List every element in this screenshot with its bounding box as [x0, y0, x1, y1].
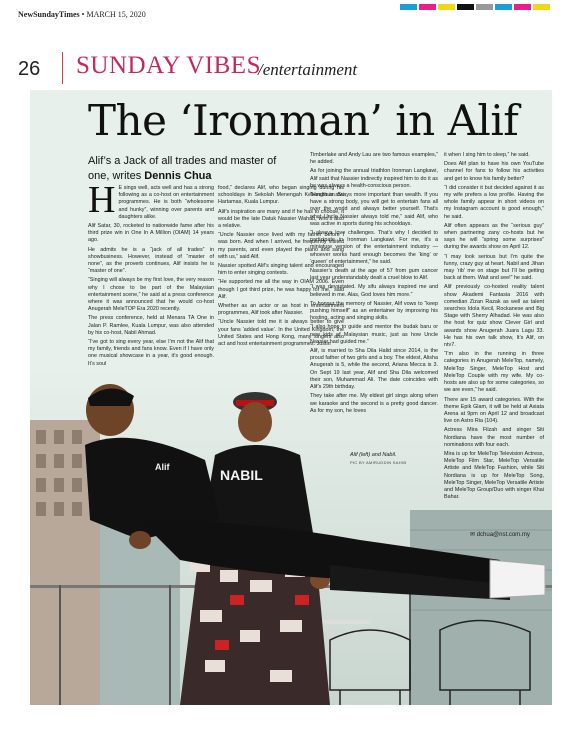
- paragraph: “Uncle Nassier told me it is always better to give your fans ‘added value’. In the United Kingdom, the United States and Hong Kong, many singers also act and host entertainment programmes. Justin: [218, 319, 344, 348]
- paragraph: food,” declares Alif, who began singing during his schooldays in Sekolah Menengah Kebangsaan Sri Hartamas, Kuala Lumpur.: [218, 185, 344, 206]
- deck-text: Alif’s a Jack of all trades and master of one,: [88, 155, 277, 182]
- shirt-text-nabil: NABIL: [220, 467, 263, 483]
- paragraph: “Uncle Nassier once lived with my father before I was born. And when I arrived, he frequently visited my parents, and even played the piano and sang with us,” said Alif.: [218, 232, 344, 260]
- paragraph: “Health is always more important than wealth. If you have a strong body, you will get to entertain fans all over the world and always better yourself. That’s what Uncle Nassier always told me,” said Alif, who was active in sports during his schooldays.: [310, 192, 438, 227]
- paragraph: Does Alif plan to have his own YouTube channel for fans to follow his activities and get to know his family better?: [444, 161, 544, 182]
- paragraph: Whether as an actor or as host in entertainment programmes, Alif took after Nassier.: [218, 303, 344, 317]
- paragraph: There are 15 award categories. With the theme Epik Glam, it will be held at Axiata Arena at 9pm on April 12 and broadcast live on Astro Ria (104).: [444, 396, 544, 425]
- paragraph: They take after me. My eldest girl sings along when we karaoke and the second is a pretty good dancer. As for my son, he loves: [310, 393, 438, 414]
- section-title: SUNDAY VIBES: [76, 52, 261, 79]
- deck: [88, 154, 298, 184]
- drop-cap: H: [88, 179, 116, 221]
- author-email: [470, 531, 530, 538]
- article-column-1: [88, 179, 214, 370]
- paragraph: “I did consider it but decided against it as my wife prefers a low profile. Having the whole family appear in short videos on my Instagram account is good enough,” he said.: [444, 184, 544, 220]
- paragraph: Timberlake and Andy Lau are two famous examples,” he added.: [310, 152, 438, 166]
- paragraph: Alif often appears as the “serious guy” when partnering zany co-hosts but he says he will “spring some surprises” during the awards show on April 12.: [444, 222, 544, 251]
- paragraph: Nassier spotted Alif’s singing talent and encouraged him to enter singing contests.: [218, 263, 344, 277]
- author-name: Dennis Chua: [144, 170, 212, 182]
- article-column-3: [310, 152, 438, 417]
- paragraph: “I may look serious but I’m quite the funny, crazy guy at heart. Nabil and Jihan may ‘rib’ me on stage but I’ll be getting back at them. Wait and see!” he said.: [444, 253, 544, 282]
- paragraph: “I’ve got to sing every year, else I’m not the Alif that my family, friends and fans know. Even if I have only one musical showcase in a year, it’s good enough. It’s soul: [88, 339, 214, 367]
- photo-credit: PIC BY AMIRUDDIN SAHIB: [350, 460, 407, 465]
- paragraph: “I also hope to guide and mentor the budak baru or new kids of Malaysian music, just as how Uncle Nassier had guided me.”: [310, 324, 438, 345]
- paragraph: He admits he is a “jack of all trades” in showbusiness. However, instead of “master of none”, as the proverb continues, Alif insists he is “master of one”.: [88, 246, 214, 275]
- subsection-title: /entertainment: [258, 60, 358, 79]
- paragraph: “I’m also in the running in three categories in Anugerah MeleTop, namely, MeleTop Singer, MeleTop Host and MeleTop Couple with my wife. My co-hosts are also up for some categories, so we are even,” he said.: [444, 351, 544, 394]
- paragraph: Alif, is married to Sha Dila Halid since 2014, is the proud father of two girls and a boy. The eldest, Alisha Anugerah is 5, while the second, Ariana Mecca is 3. On Sept 19 last year, Alif and Sha Dila welcomed their son, Muhammad Ali. The date coincides with Alif’s 29th birthday.: [310, 348, 438, 391]
- paragraph: “He supported me all the way in OIAM 2006. Even though I got third prize, he was happy for me,” said Alif.: [218, 279, 344, 300]
- paragraph: “I was devastated. My sifu always inspired me and believed in me. Alas, God loves him more.”: [310, 284, 438, 298]
- headline: The ‘Ironman’ in Alif: [88, 96, 519, 145]
- photo-caption: Alif (left) and Nabil.: [350, 452, 397, 458]
- paragraph: it when I sing him to sleep,” he said.: [444, 152, 530, 158]
- paragraph: E sings well, acts well and has a strong following as a co-host on entertainment programmes. He is both “wholesome and hunky”, winning over parents and daughters alike.: [118, 185, 214, 220]
- paragraph: Alif Satar, 30, rocketed to nationwide fame after his third prize win in One In A Million (OIAM) 14 years ago.: [88, 223, 214, 244]
- paper-name: NewSundayTimes: [18, 10, 80, 19]
- paragraph: As for joining the annual triathlon Ironman Langkawi, Alif said that Nassier indirectly inspired him to do it as he was always a health-conscious person.: [310, 168, 438, 189]
- article-column-4: [444, 152, 544, 503]
- paragraph: “Singing will always be my first love, the very reason why I chose to be part of the Malaysian entertainment scene,” he said at a press conference where it was announced that he would co-host Anugerah MeleTOP Era 2020 recently.: [88, 277, 214, 313]
- paragraph: Actress Mira Filzah and singer Siti Nordiana have the most number of nominations with four each.: [444, 427, 544, 448]
- paragraph: To honour the memory of Nassier, Alif vows to “keep pushing himself” as an entertainer by improving his hosting, acting and singing skills.: [310, 300, 438, 322]
- header-divider: [62, 52, 63, 84]
- masthead: [18, 10, 146, 19]
- color-registration-strip: [400, 4, 550, 10]
- paragraph: Nassier’s death at the age of 57 from gum cancer last year understandably dealt a cruel blow to Alif.: [310, 268, 438, 282]
- email-text: dchua@nst.com.my: [476, 532, 530, 538]
- email-icon: ✉: [470, 532, 476, 538]
- shirt-text-alif: Alif: [155, 462, 170, 472]
- paragraph: “I always love challenges. That’s why I decided to participate in Ironman Langkawi. For me, it’s a miniature version of the entertainment industry — whoever works hard enough becomes the ‘king’ or ‘queen’ of entertainment,” he said.: [310, 230, 438, 265]
- page-number: 26: [18, 58, 41, 80]
- paragraph: The press conference, held at Menara TA One in Jalan P. Ramlee, Kuala Lumpur, was also attended by his co-host, Nabil Ahmad.: [88, 315, 214, 336]
- issue-date: • MARCH 15, 2020: [81, 10, 146, 19]
- deck-writes: writes: [112, 170, 142, 182]
- paragraph: Alif previously co-hosted reality talent show Akademi Fantasia 2016 with comedian Zizan Razak as well as talent searches Idola Kecil, Rockanese and Big Stage with Sherry Alhadad. He was also the host for quiz show Clever Girl and awards show Anugerah Juara Lagu 33. He has his own talk show, It’s Alif, on ntv7.: [444, 284, 544, 349]
- paragraph: Alif’s inspiration are many and if he has to choose, it would be the late Datuk Nassier Wahab, who’s also a relative.: [218, 208, 344, 230]
- paragraph: Mira is up for MeleTop Television Actress, MeleTop Film Star, MeleTop Versatile Artiste and MeleTop Fashion, while Siti Nordiana is up for MeleTop Song, MeleTop Singer, MeleTop Versatile Artiste and MeleTop Group/Duo with singer Khai Bahar.: [444, 450, 544, 501]
